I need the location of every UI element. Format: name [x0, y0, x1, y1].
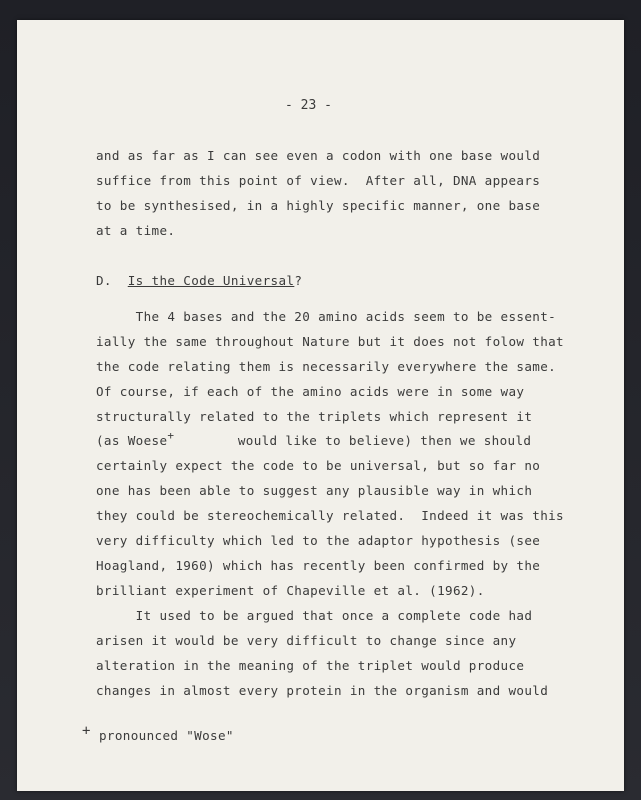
paragraph3-line: It used to be argued that once a complete code had: [96, 608, 533, 623]
paragraph2-line: structurally related to the triplets which represent it: [96, 409, 533, 424]
paragraph1-line: at a time.: [96, 223, 176, 238]
paragraph3-line: arisen it would be very difficult to change since any: [96, 633, 517, 648]
paragraph2-line-woese: [96, 429, 532, 448]
section-heading: [96, 273, 302, 288]
paragraph1-line: suffice from this point of view. After all, DNA appears: [96, 173, 541, 188]
paragraph3-line: alteration in the meaning of the triplet would produce: [96, 658, 525, 673]
paragraph2-line: The 4 bases and the 20 amino acids seem to be essent-: [96, 309, 557, 324]
paragraph2-line: ially the same throughout Nature but it does not folow that: [96, 334, 564, 349]
woese-continuation: would like to believe) then we should: [174, 433, 532, 448]
woese-text: (as Woese: [96, 433, 168, 448]
section-title-punct: ?: [294, 273, 303, 288]
paragraph2-line: the code relating them is necessarily everywhere the same.: [96, 359, 557, 374]
paragraph3-line: changes in almost every protein in the organism and would: [96, 683, 549, 698]
section-label: D.: [96, 273, 112, 288]
paragraph1-line: and as far as I can see even a codon with one base would: [96, 148, 541, 163]
footnote-marker: +: [82, 723, 91, 739]
paragraph2-line: very difficulty which led to the adaptor hypothesis (see: [96, 533, 541, 548]
paragraph2-line: certainly expect the code to be universal, but so far no: [96, 458, 541, 473]
footnote-text: pronounced "Wose": [99, 728, 234, 743]
section-title: Is the Code Universal: [127, 273, 295, 288]
paragraph2-line: brilliant experiment of Chapeville et al. (1962).: [96, 583, 485, 598]
page-number: - 23 -: [285, 98, 332, 113]
paragraph2-line: they could be stereochemically related. Indeed it was this: [96, 508, 564, 523]
paragraph2-line: Of course, if each of the amino acids were in some way: [96, 384, 525, 399]
paragraph2-line: one has been able to suggest any plausible way in which: [96, 483, 533, 498]
woese-footnote-ref: +: [167, 429, 175, 442]
paragraph1-line: to be synthesised, in a highly specific manner, one base: [96, 198, 541, 213]
paragraph2-line: Hoagland, 1960) which has recently been confirmed by the: [96, 558, 541, 573]
document-page: [17, 20, 624, 791]
